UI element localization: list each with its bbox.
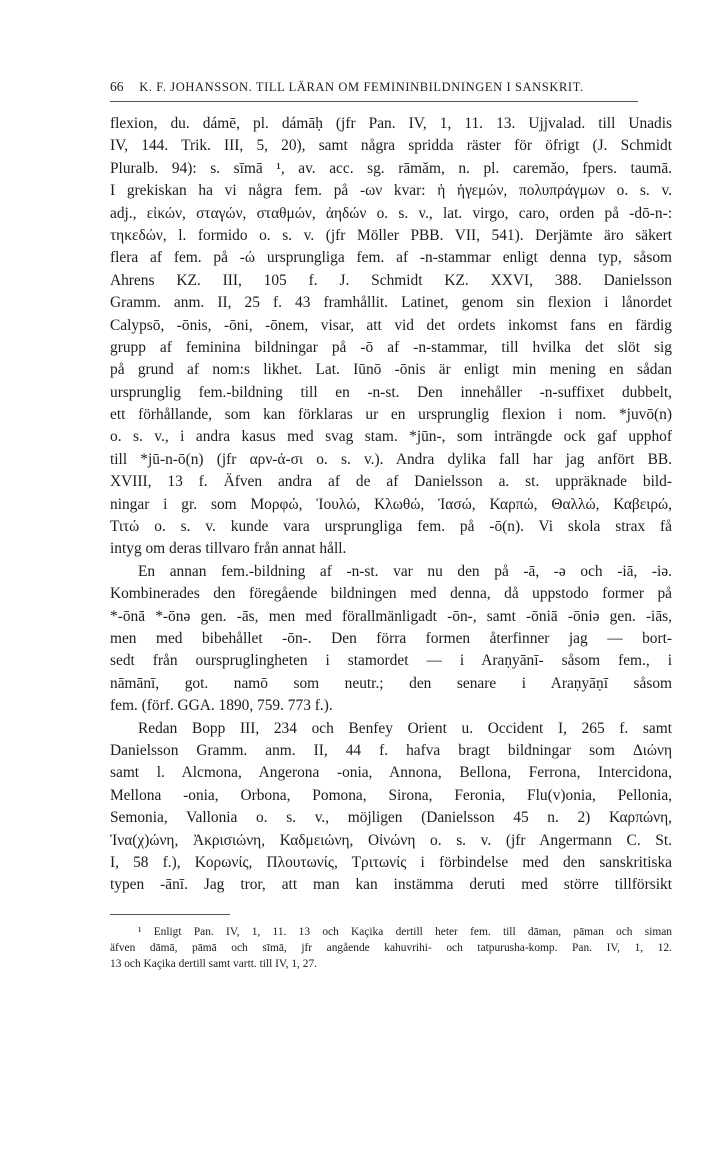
text-line: *-ōnā *-ōnə gen. -ās, men med förallmänligadt -ōn-, samt -ōniā -ōniə gen. -iās, (110, 607, 672, 625)
footnote-line: ¹ Enligt Pan. IV, 1, 11. 13 och Kaçika dertill heter fem. till dāman, pāman och siman (138, 926, 672, 938)
footnote-line: äfven dāmā, pāmā och sīmā, jfr angående kahuvrihi- och tatpurusha-komp. Pan. IV, 1, 12. (110, 942, 672, 954)
text-line: Calypsō, -ōnis, -ōni, -ōnem, visar, att vid det ordets inkomst fans en färdig (110, 316, 672, 334)
text-line: I, 58 f.), Κορωνίς, Πλουτωνίς, Τριτωνίς i förbindelse med den sanskritiska (110, 853, 672, 871)
text-line: grupp af feminina bildningar på -ō af -n-stammar, till hvilka det slöt sig (110, 338, 672, 356)
text-line: τηκεδών, l. formido o. s. v. (jfr Möller PBB. VII, 541). Derjämte äro säkert (110, 226, 672, 244)
page-number: 66 (110, 79, 124, 94)
text-line: sedt från ourspruglingheten i stamordet — i Araṇyānī- såsom fem., i (110, 652, 672, 670)
footnote (110, 924, 672, 972)
text-line: Ahrens KZ. III, 105 f. J. Schmidt KZ. XXVI, 388. Danielsson (110, 271, 672, 289)
text-line: fem. (förf. GGA. 1890, 759. 773 f.). (110, 697, 333, 715)
text-line: flera af fem. på -ώ ursprungliga fem. af -n-stammar enligt denna typ, såsom (110, 249, 672, 267)
text-line: samt l. Alcmona, Angerona -onia, Annona, Bellona, Ferrona, Intercidona, (110, 764, 672, 782)
text-line: adj., εἰκών, σταγών, σταθμών, ἀηδών o. s. v., lat. virgo, caro, orden på -dō-n-: (110, 204, 672, 222)
text-line: o. s. v., i andra kasus med svag stam. *jūn-, som inträngde ock gaf upphof (110, 428, 672, 446)
text-line: nāmānī, got. namō som neutr.; den senare i Araṇyāṇī såsom (110, 674, 672, 692)
text-line: Τιτώ o. s. v. kunde vara ursprungliga fem. på -ō(n). Vi skola strax få (110, 518, 672, 536)
text-line: Kombinerades den föregående bildningen med denna, då uppstodo former på (110, 585, 672, 603)
text-line: Mellona -onia, Orbona, Pomona, Sirona, Feronia, Flu(v)onia, Pellonia, (110, 786, 672, 804)
text-line: XVIII, 13 f. Äfven andra af de af Danielsson a. st. uppräknade bild- (110, 473, 672, 491)
header-rule (110, 101, 638, 102)
text-line: En annan fem.-bildning af -n-st. var nu den på -ā, -ə och -iā, -iə. (138, 562, 672, 580)
footnote-rule (110, 914, 230, 915)
text-line: ursprunglig fem.-bildning till en -n-st. Den innehåller -n-suffixet dubbelt, (110, 383, 672, 401)
text-line: Gramm. anm. II, 25 f. 43 framhållit. Latinet, genom sin flexion i lånordet (110, 294, 672, 312)
footnote-line: 13 och Kaçika dertill samt vartt. till IV, 1, 27. (110, 958, 317, 970)
text-line: ett förhållande, som kan förklaras ur en ursprunglig flexion i nom. *juvō(n) (110, 406, 672, 424)
text-line: Semonia, Vallonia o. s. v., möjligen (Danielsson 45 n. 2) Καρπώνη, (110, 809, 672, 827)
main-text (110, 113, 672, 897)
text-line: I grekiskan ha vi några fem. på -ων kvar: ἡ ἡγεμών, πολυπράγμων o. s. v. (110, 182, 672, 200)
text-line: typen -ānī. Jag tror, att man kan instämma deruti med större tillförsikt (110, 876, 672, 894)
running-title: K. F. JOHANSSON. TILL LÄRAN OM FEMININBILDNINGEN I SANSKRIT. (139, 80, 584, 94)
text-line: Danielsson Gramm. anm. II, 44 f. hafva bragt bildningar som Διώνη (110, 741, 672, 759)
text-line: ningar i gr. som Μορφώ, Ἰουλώ, Κλωθώ, Ἰασώ, Καρπώ, Θαλλώ, Καβειρώ, (110, 495, 672, 513)
text-line: Ἰνα(χ)ώνη, Ἀκρισιώνη, Καδμειώνη, Οἰνώνη o. s. v. (jfr Angermann C. St. (110, 831, 672, 849)
text-line: intyg om deras tillvaro från annat håll. (110, 540, 347, 558)
text-line: Pluralb. 94): s. sīmā ¹, av. acc. sg. rāmăm, n. pl. caremăo, fpers. taumā. (110, 159, 672, 177)
text-line: men med bibehållet -ōn-. Den förra formen återfinner jag — bort- (110, 629, 672, 647)
text-line: flexion, du. dámē, pl. dámāḥ (jfr Pan. IV, 1, 11. 13. Ujjvalad. till Unadis (110, 115, 672, 132)
text-line: på grund af nom:s likhet. Lat. Iūnō -ōnis är enligt min mening en sådan (110, 361, 672, 379)
text-line: IV, 144. Trik. III, 5, 20), samt några spridda räster för öfrigt (J. Schmidt (110, 137, 672, 155)
text-line: till *jū-n-ō(n) (jfr αρν-ά-σι o. s. v.). Andra dylika fall har jag anfört BB. (110, 450, 672, 468)
text-line: Redan Bopp III, 234 och Benfey Orient u. Occident I, 265 f. samt (138, 719, 672, 737)
running-header (110, 79, 638, 95)
